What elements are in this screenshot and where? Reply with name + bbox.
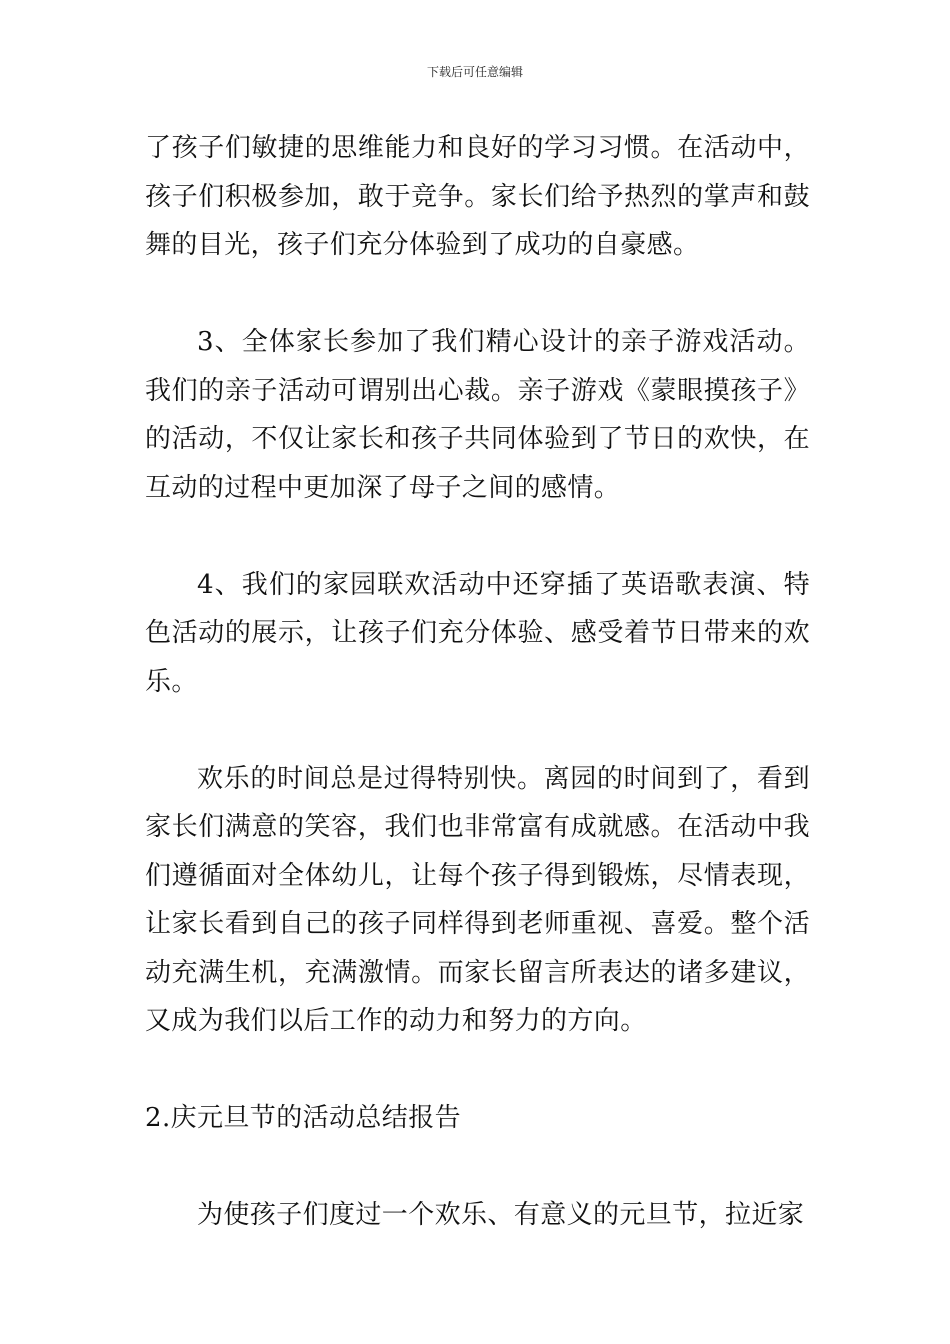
paragraph-gap xyxy=(145,270,810,319)
section-heading: 2.庆元旦节的活动总结报告 xyxy=(145,1103,462,1133)
paragraph-gap xyxy=(145,512,810,561)
paragraph-continuation: 了孩子们敏捷的思维能力和良好的学习习惯。在活动中，孩子们积极参加，敢于竞争。家长们给予热烈的掌声和鼓舞的目光，孩子们充分体验到了成功的自豪感。 xyxy=(145,133,810,260)
paragraph-item-3: 3、全体家长参加了我们精心设计的亲子游戏活动。我们的亲子活动可谓别出心裁。亲子游戏《蒙眼摸孩子》的活动，不仅让家长和孩子共同体验到了节日的欢快，在互动的过程中更加深了母子之间的感情。 xyxy=(145,327,810,503)
paragraph-gap xyxy=(145,706,810,755)
document-body xyxy=(145,124,810,1240)
paragraph-conclusion: 欢乐的时间总是过得特别快。离园的时间到了，看到家长们满意的笑容，我们也非常富有成就感。在活动中我们遵循面对全体幼儿，让每个孩子得到锻炼，尽情表现，让家长看到自己的孩子同样得到老师重视、喜爱。整个活动充满生机，充满激情。而家长留言所表达的诸多建议，又成为我们以后工作的动力和努力的方向。 xyxy=(145,763,810,1036)
paragraph-gap xyxy=(145,1046,810,1095)
page-header: 下载后可任意编辑 xyxy=(426,65,523,79)
paragraph-item-4: 4、我们的家园联欢活动中还穿插了英语歌表演、特色活动的展示，让孩子们充分体验、感受着节日带来的欢乐。 xyxy=(145,569,810,697)
paragraph-intro: 为使孩子们度过一个欢乐、有意义的元旦节，拉近家 xyxy=(197,1200,805,1230)
paragraph-gap xyxy=(145,1143,810,1192)
